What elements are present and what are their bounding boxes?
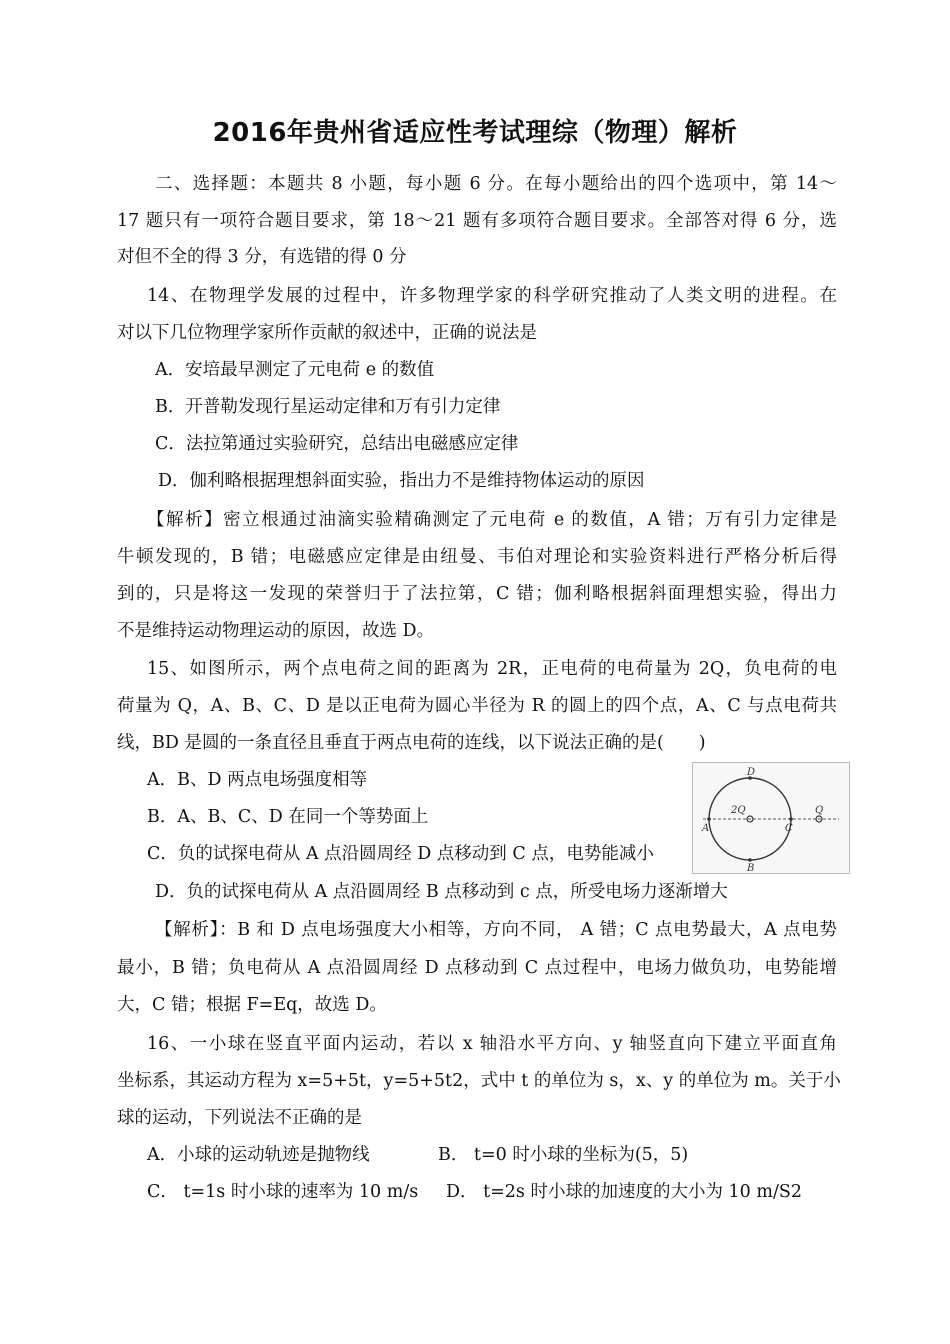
q15-figure — [692, 762, 850, 874]
page-title: 2016年贵州省适应性考试理综（物理）解析 — [212, 118, 738, 148]
intro-line-3: 对但不全的得 3 分，有选错的得 0 分 — [117, 247, 407, 267]
q14-option-c: C．法拉第通过实验研究，总结出电磁感应定律 — [155, 434, 519, 454]
q15-option-c: C．负的试探电荷从 A 点沿圆周经 D 点移动到 C 点，电势能减小 — [147, 844, 654, 864]
q14-stem-line-2: 对以下几位物理学家所作贡献的叙述中，正确的说法是 — [117, 323, 537, 343]
label-a: A — [702, 823, 710, 834]
q14-analysis-line-4: 不是维持运动物理运动的原因，故选 D。 — [117, 621, 435, 641]
q14-option-d: D．伽利略根据理想斜面实验，指出力不是维持物体运动的原因 — [158, 471, 645, 491]
q14-stem-line-1: 14、在物理学发展的过程中，许多物理学家的科学研究推动了人类文明的进程。在 — [147, 286, 837, 306]
q15-stem-line-2: 荷量为 Q，A、B、C、D 是以正电荷为圆心半径为 R 的圆上的四个点，A、C 与点电荷共 — [117, 696, 837, 716]
q16-option-d: D． t=2s 时小球的加速度的大小为 10 m/S2 — [446, 1182, 802, 1202]
q15-analysis-line-2: 最小，B 错；负电荷从 A 点沿圆周经 D 点移动到 C 点过程中，电场力做负功，电势能增 — [117, 958, 837, 978]
q16-option-c: C． t=1s 时小球的速率为 10 m/s — [147, 1182, 419, 1202]
q15-analysis-line-3: 大，C 错；根据 F=Eq，故选 D。 — [117, 995, 387, 1015]
label-b: B — [747, 863, 755, 873]
q14-option-a: A．安培最早测定了元电荷 e 的数值 — [155, 360, 435, 380]
q14-analysis-line-3: 到的，只是将这一发现的荣誉归于了法拉第，C 错；伽利略根据斜面理想实验，得出力 — [117, 584, 837, 604]
q14-analysis-line-2: 牛顿发现的，B 错；电磁感应定律是由纽曼、韦伯对理论和实验资料进行严格分析后得 — [117, 547, 837, 567]
label-d: D — [747, 767, 756, 778]
q15-stem-line-3: 线，BD 是圆的一条直径且垂直于两点电荷的连线，以下说法正确的是( ) — [117, 733, 706, 753]
point-a — [707, 817, 711, 821]
q15-option-d: D．负的试探电荷从 A 点沿圆周经 B 点移动到 c 点，所受电场力逐渐增大 — [155, 882, 728, 902]
q16-stem-line-1: 16、一小球在竖直平面内运动，若以 x 轴沿水平方向、y 轴竖直向下建立平面直角 — [147, 1034, 837, 1054]
q15-analysis-line-1: 【解析】：B 和 D 点电场强度大小相等，方向不同， A 错；C 点电势最大，A 点电势 — [155, 920, 837, 940]
label-2q: 2Q — [731, 805, 746, 816]
q16-stem-line-3: 球的运动，下列说法不正确的是 — [117, 1108, 362, 1128]
q15-option-a: A．B、D 两点电场强度相等 — [147, 770, 368, 790]
q16-option-a: A．小球的运动轨迹是抛物线 — [147, 1145, 370, 1165]
intro-line-2: 17 题只有一项符合题目要求，第 18～21 题有多项符合题目要求。全部答对得 6 分，选 — [117, 211, 837, 231]
q14-option-b: B．开普勒发现行星运动定律和万有引力定律 — [155, 397, 501, 417]
point-b — [748, 858, 752, 862]
charge-circle-diagram — [693, 763, 849, 873]
q16-stem-line-2: 坐标系，其运动方程为 x=5+5t，y=5+5t2，式中 t 的单位为 s，x、y 的单位为 m。关于小 — [117, 1071, 841, 1091]
label-c: C — [785, 823, 793, 834]
q15-option-b: B．A、B、C、D 在同一个等势面上 — [147, 807, 429, 827]
q14-analysis-line-1: 【解析】密立根通过油滴实验精确测定了元电荷 e 的数值，A 错；万有引力定律是 — [147, 510, 837, 530]
point-c — [789, 817, 793, 821]
q16-option-b: B． t=0 时小球的坐标为(5，5) — [438, 1145, 689, 1165]
label-q: Q — [815, 805, 824, 816]
intro-line-1: 二、选择题：本题共 8 小题，每小题 6 分。在每小题给出的四个选项中，第 14～ — [155, 174, 837, 194]
q15-stem-line-1: 15、如图所示，两个点电荷之间的距离为 2R，正电荷的电荷量为 2Q，负电荷的电 — [147, 659, 837, 679]
